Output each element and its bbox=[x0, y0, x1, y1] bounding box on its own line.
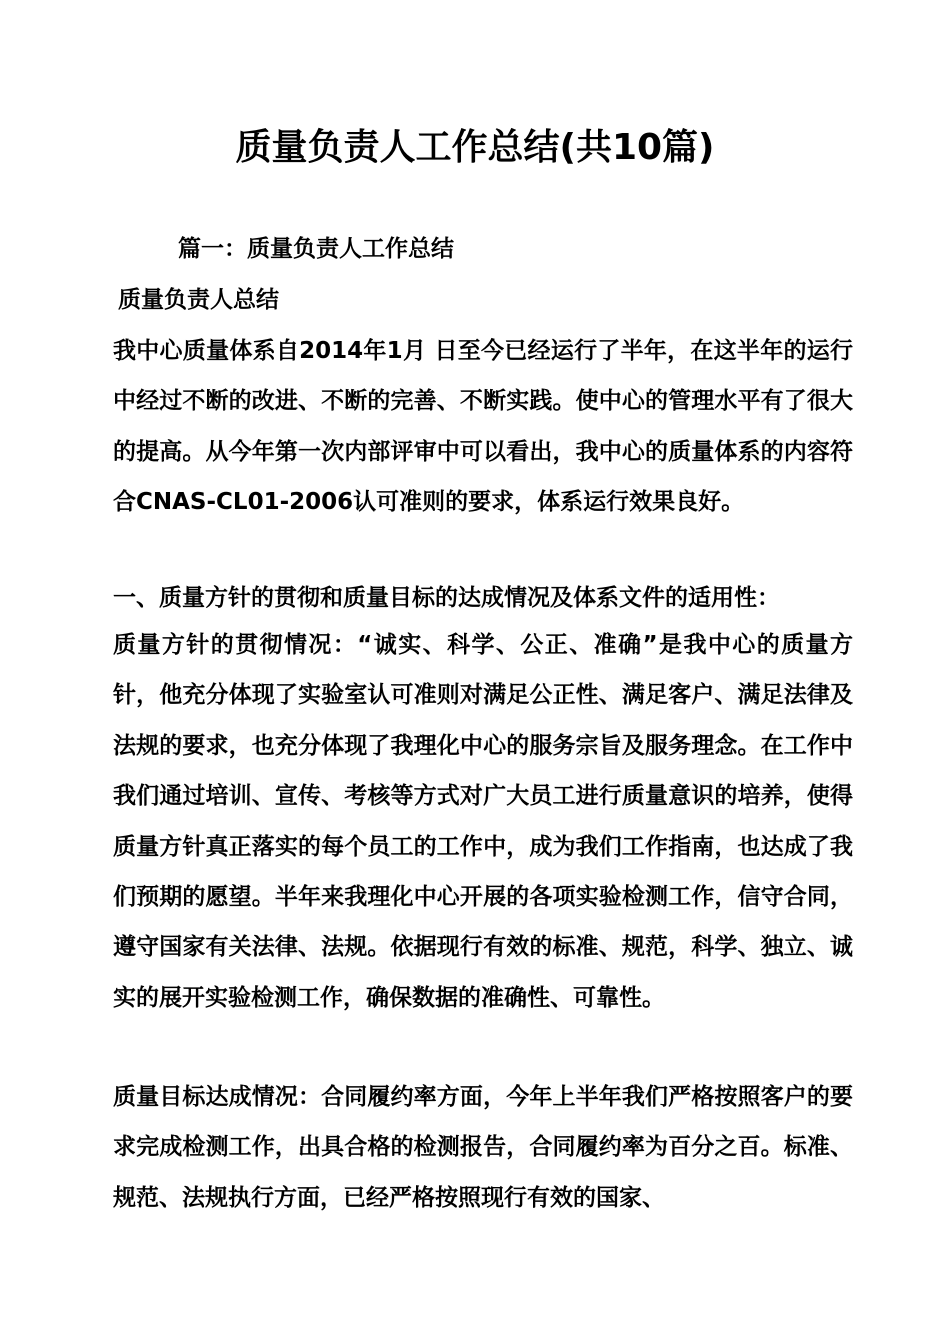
paragraph-objectives: 质量目标达成情况：合同履约率方面，今年上半年我们严格按照客户的要求完成检测工作，出具合格的检测报告，合同履约率为百分之百。标准、规范、法规执行方面，已经严格按照现行有效的国家、 bbox=[113, 1084, 853, 1211]
section-heading-1: 一、质量方针的贯彻和质量目标的达成情况及体系文件的适用性： bbox=[113, 585, 780, 611]
article-heading: 篇一：质量负责人工作总结 bbox=[178, 236, 454, 262]
document-title: 质量负责人工作总结(共10篇) bbox=[235, 127, 715, 168]
paragraph-policy: 质量方针的贯彻情况：“诚实、科学、公正、准确”是我中心的质量方针，他充分体现了实验室认可准则对满足公正性、满足客户、满足法律及法规的要求，也充分体现了我理化中心的服务宗旨及服务理念。在工作中我们通过培训、宣传、考核等方式对广大员工进行质量意识的培养，使得质量方针真正落实的每个员工的工作中，成为我们工作指南，也达成了我们预期的愿望。半年来我理化中心开展的各项实验检测工作，信守合同，遵守国家有关法律、法规。依据现行有效的标准、规范，科学、独立、诚实的展开实验检测工作，确保数据的准确性、可靠性。 bbox=[113, 632, 853, 1011]
article-label: 质量负责人总结 bbox=[118, 287, 279, 313]
paragraph-intro: 我中心质量体系自2014年1月 日至今已经运行了半年，在这半年的运行中经过不断的改进、不断的完善、不断实践。使中心的管理水平有了很大的提高。从今年第一次内部评审中可以看出，我中心的质量体系的内容符合CNAS-CL01-2006认可准则的要求，体系运行效果良好。 bbox=[113, 338, 853, 516]
